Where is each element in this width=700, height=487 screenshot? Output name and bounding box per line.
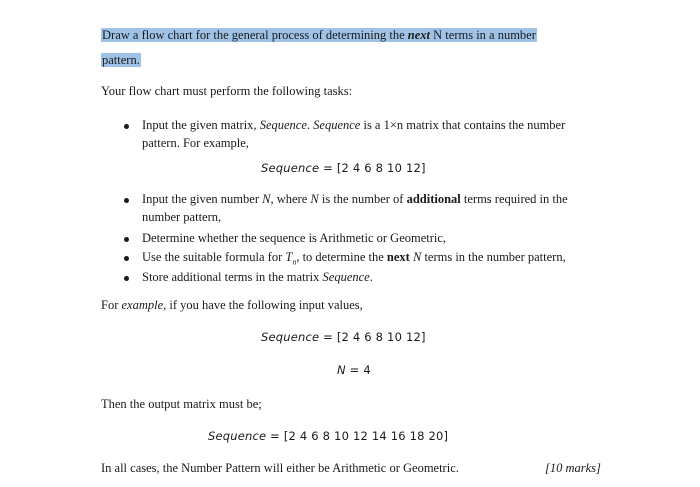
tasks-intro: Your flow chart must perform the following tasks: (101, 84, 353, 98)
bullet-icon (124, 276, 129, 281)
task-5-line1: Store additional terms in the matrix Sequence. (142, 270, 373, 284)
input-sequence-equation: Sequence = [2 4 6 8 10 12] (261, 330, 426, 344)
task-2-line1: Input the given number N, where N is the number of additional terms required in the (142, 192, 568, 206)
bullet-icon (124, 124, 129, 129)
marks-label: [10 marks] (545, 461, 601, 475)
question-title-line1: Draw a flow chart for the general process of determining the next N terms in a number (102, 28, 536, 42)
bullet-icon (124, 198, 129, 203)
example-sequence-equation: Sequence = [2 4 6 8 10 12] (261, 161, 426, 175)
bullet-icon (124, 237, 129, 242)
task-1-line1: Input the given matrix, Sequence. Sequence is a 1×n matrix that contains the number (142, 118, 566, 132)
input-n-equation: N = 4 (337, 363, 371, 377)
task-3-line1: Determine whether the sequence is Arithmetic or Geometric, (142, 231, 447, 245)
output-intro: Then the output matrix must be; (101, 397, 262, 411)
bullet-icon (124, 256, 129, 261)
question-title-line2: pattern. (102, 53, 140, 67)
task-1-line2: pattern. For example, (142, 136, 249, 150)
title-emphasis: next (407, 28, 431, 42)
task-4-line1: Use the suitable formula for $T_n$, to determine the next N terms in the number pattern, (142, 250, 566, 267)
output-sequence-equation: Sequence = [2 4 6 8 10 12 14 16 18 20] (208, 429, 449, 443)
closing-statement: In all cases, the Number Pattern will either be Arithmetic or Geometric. (101, 461, 459, 475)
task-2-line2: number pattern, (142, 210, 222, 224)
for-example-text: For example, if you have the following input values, (101, 298, 363, 312)
